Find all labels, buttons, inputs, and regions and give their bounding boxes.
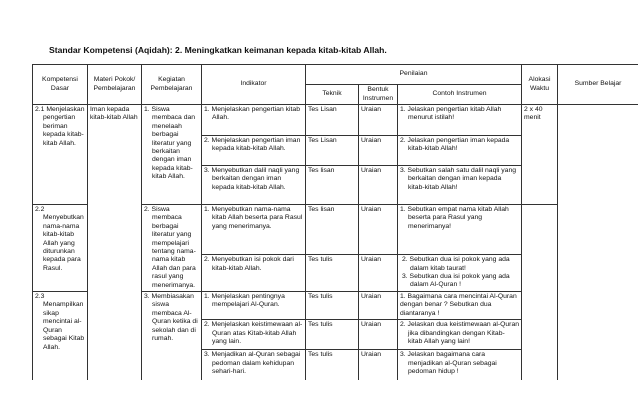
materi-cell [88,205,142,380]
bentuk-cell: Uraian [359,320,398,350]
kompetensi-cell: 2.1 Menjelaskan pengertian beriman kepada kitab-kitab Allah. [33,105,88,205]
kegiatan-cell: 2. Siswa membaca berbagai literatur yang mempelajari tentang nama-nama kitab Allah dan para rasul yang menerimanya. [142,205,202,292]
teknik-cell: Tes Lisan [306,105,359,136]
teknik-cell: Tes Lisan [306,136,359,166]
indikator-cell: 3. Menyebutkan dalil naqli yang berkaitan dengan iman kepada kitab-kitab Allah. [202,166,306,205]
page-title: Standar Kompetensi (Aqidah): 2. Meningkatkan keimanan kepada kitab-kitab Allah. [49,45,387,55]
indikator-cell: 2. Menjelaskan pengertian iman kepada kitab-kitab Allah. [202,136,306,166]
teknik-cell: Tes tulis [306,320,359,350]
contoh-item: 2. Sebutkan dua isi pokok yang ada dalam kitab taurat! [402,256,510,272]
header-contoh: Contoh Instrumen [398,85,522,105]
bentuk-cell: Uraian [359,136,398,166]
indikator-cell: 2. Menyebutkan isi pokok dari kitab-kitab Allah. [202,255,306,292]
contoh-cell: 1. Jelaskan pengertian kitab Allah menurut istilah! [398,105,522,136]
contoh-cell: 1. Sebutkan empat nama kitab Allah beserta para Rasul yang menerimanya! [398,205,522,255]
header-indikator: Indikator [202,65,306,105]
bentuk-cell: Uraian [359,350,398,380]
kegiatan-cell: 1. Siswa membaca dan menelaah berbagai literatur yang berkaitan dengan iman kepada kitab-kitab Allah. [142,105,202,205]
header-bentuk: Bentuk Instrumen [359,85,398,105]
teknik-cell: Tes tulis [306,255,359,292]
contoh-cell: 3. Sebutkan salah satu dalil naqli yang berkaitan dengan iman kepada kitab-kitab Allah! [398,166,522,205]
contoh-cell: 2. Jelaskan pengertian iman kepada kitab-kitab Allah! [398,136,522,166]
alokasi-cell [522,205,558,380]
contoh-item: 3. Sebutkan dua isi pokok yang ada dalam Al-Quran ! [402,273,510,289]
teknik-cell: Tes lisan [306,205,359,255]
kompetensi-cell: 2.3 Menampilkan sikap mencintai al-Quran sebagai Kitab Allah. [33,292,88,380]
indikator-cell: 1. Menyebutkan nama-nama kitab Allah beserta para Rasul yang menerimanya. [202,205,306,255]
indikator-cell: 2. Menjelaskan keistimewaan al-Quran atas Kitab-kitab Allah yang lain. [202,320,306,350]
teknik-cell: Tes lisan [306,166,359,205]
header-penilaian: Penilaian [306,65,522,85]
contoh-cell: 2. Jelaskan dua keistimewaan al-Quran jika dibandingkan dengan Kitab-kitab Allah yang lain! [398,320,522,350]
header-kegiatan: Kegiatan Pembelajaran [142,65,202,105]
header-kompetensi: Kompetensi Dasar [33,65,88,105]
contoh-cell [398,255,522,292]
header-teknik: Teknik [306,85,359,105]
bentuk-cell: Uraian [359,105,398,136]
header-sumber: Sumber Belajar [558,65,638,105]
teknik-cell: Tes tulis [306,350,359,380]
contoh-cell: 1. Bagaimana cara mencintai Al-Quran dengan benar ? Sebutkan dua diantaranya ! [398,292,522,320]
materi-cell: Iman kepada kitab-kitab Allah [88,105,142,205]
bentuk-cell: Uraian [359,166,398,205]
bentuk-cell: Uraian [359,292,398,320]
alokasi-cell: 2 x 40 menit [522,105,558,205]
bentuk-cell: Uraian [359,255,398,292]
kegiatan-cell: 3. Membiasakan siswa membaca Al-Quran ketika di sekolah dan di rumah. [142,292,202,380]
kompetensi-cell: 2.2 Menyebutkan nama-nama kitab-kitab Allah yang diturunkan kepada para Rasul. [33,205,88,292]
teknik-cell: Tes tulis [306,292,359,320]
header-materi: Materi Pokok/ Pembelajaran [88,65,142,105]
indikator-cell: 1. Menjelaskan pengertian kitab Allah. [202,105,306,136]
syllabus-table [32,64,638,380]
sumber-cell [558,105,638,380]
contoh-cell: 3. Jelaskan bagaimana cara menjadikan al-Quran sebagai pedoman hidup ! [398,350,522,380]
bentuk-cell: Uraian [359,205,398,255]
indikator-cell: 3. Menjadikan al-Quran sebagai pedoman dalam kehidupan sehari-hari. [202,350,306,380]
header-alokasi: Alokasi Waktu [522,65,558,105]
indikator-cell: 1. Menjelaskan pentingnya mempelajari Al-Quran. [202,292,306,320]
